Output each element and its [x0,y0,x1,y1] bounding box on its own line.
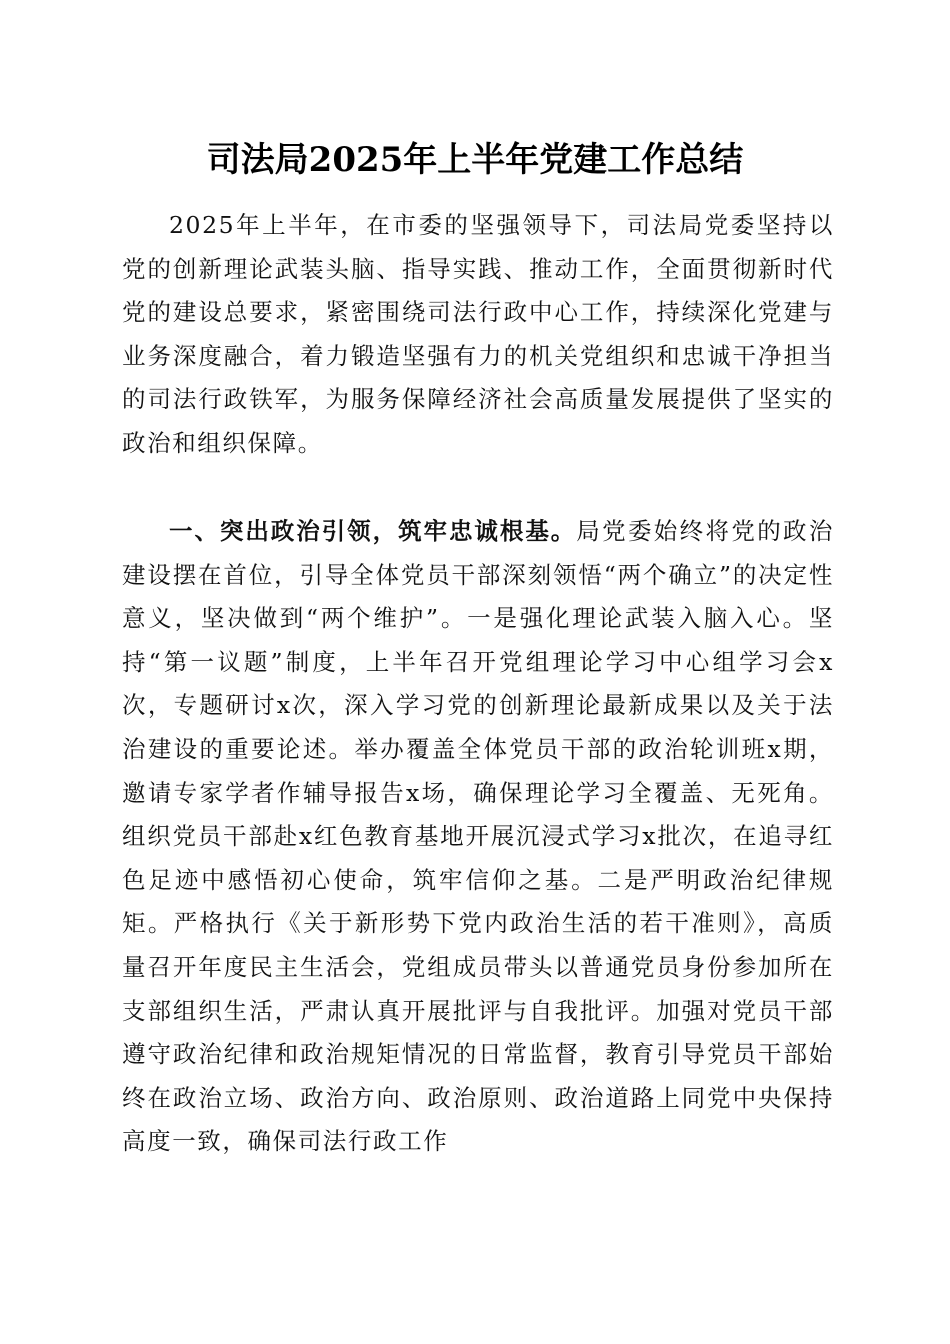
intro-paragraph-text: 2025年上半年，在市委的坚强领导下，司法局党委坚持以党的创新理论武装头脑、指导实践、推动工作，全面贯彻新时代党的建设总要求，紧密围绕司法行政中心工作，持续深化党建与业务深度融合，着力锻造坚强有力的机关党组织和忠诚干净担当的司法行政铁军，为服务保障经济社会高质量发展提供了坚实的政治和组织保障。 [122,211,834,457]
section-one-paragraph [122,510,834,1160]
document-title: 司法局2025年上半年党建工作总结 [206,140,744,180]
intro-paragraph [122,204,834,466]
section-one-text: 局党委始终将党的政治建设摆在首位，引导全体党员干部深刻领悟“两个确立”的决定性意义，坚决做到“两个维护”。一是强化理论武装入脑入心。坚持“第一议题”制度，上半年召开党组理论学习中心组学习会x次，专题研讨x次，深入学习党的创新理论最新成果以及关于法治建设的重要论述。举办覆盖全体党员干部的政治轮训班x期，邀请专家学者作辅导报告x场，确保理论学习全覆盖、无死角。组织党员干部赴x红色教育基地开展沉浸式学习x批次，在追寻红色足迹中感悟初心使命，筑牢信仰之基。二是严明政治纪律规矩。严格执行《关于新形势下党内政治生活的若干准则》，高质量召开年度民主生活会，党组成员带头以普通党员身份参加所在支部组织生活，严肃认真开展批评与自我批评。加强对党员干部遵守政治纪律和政治规矩情况的日常监督，教育引导党员干部始终在政治立场、政治方向、政治原则、政治道路上同党中央保持高度一致，确保司法行政工作 [122,517,834,1156]
section-one-heading: 一、突出政治引领，筑牢忠诚根基。 [169,517,577,545]
